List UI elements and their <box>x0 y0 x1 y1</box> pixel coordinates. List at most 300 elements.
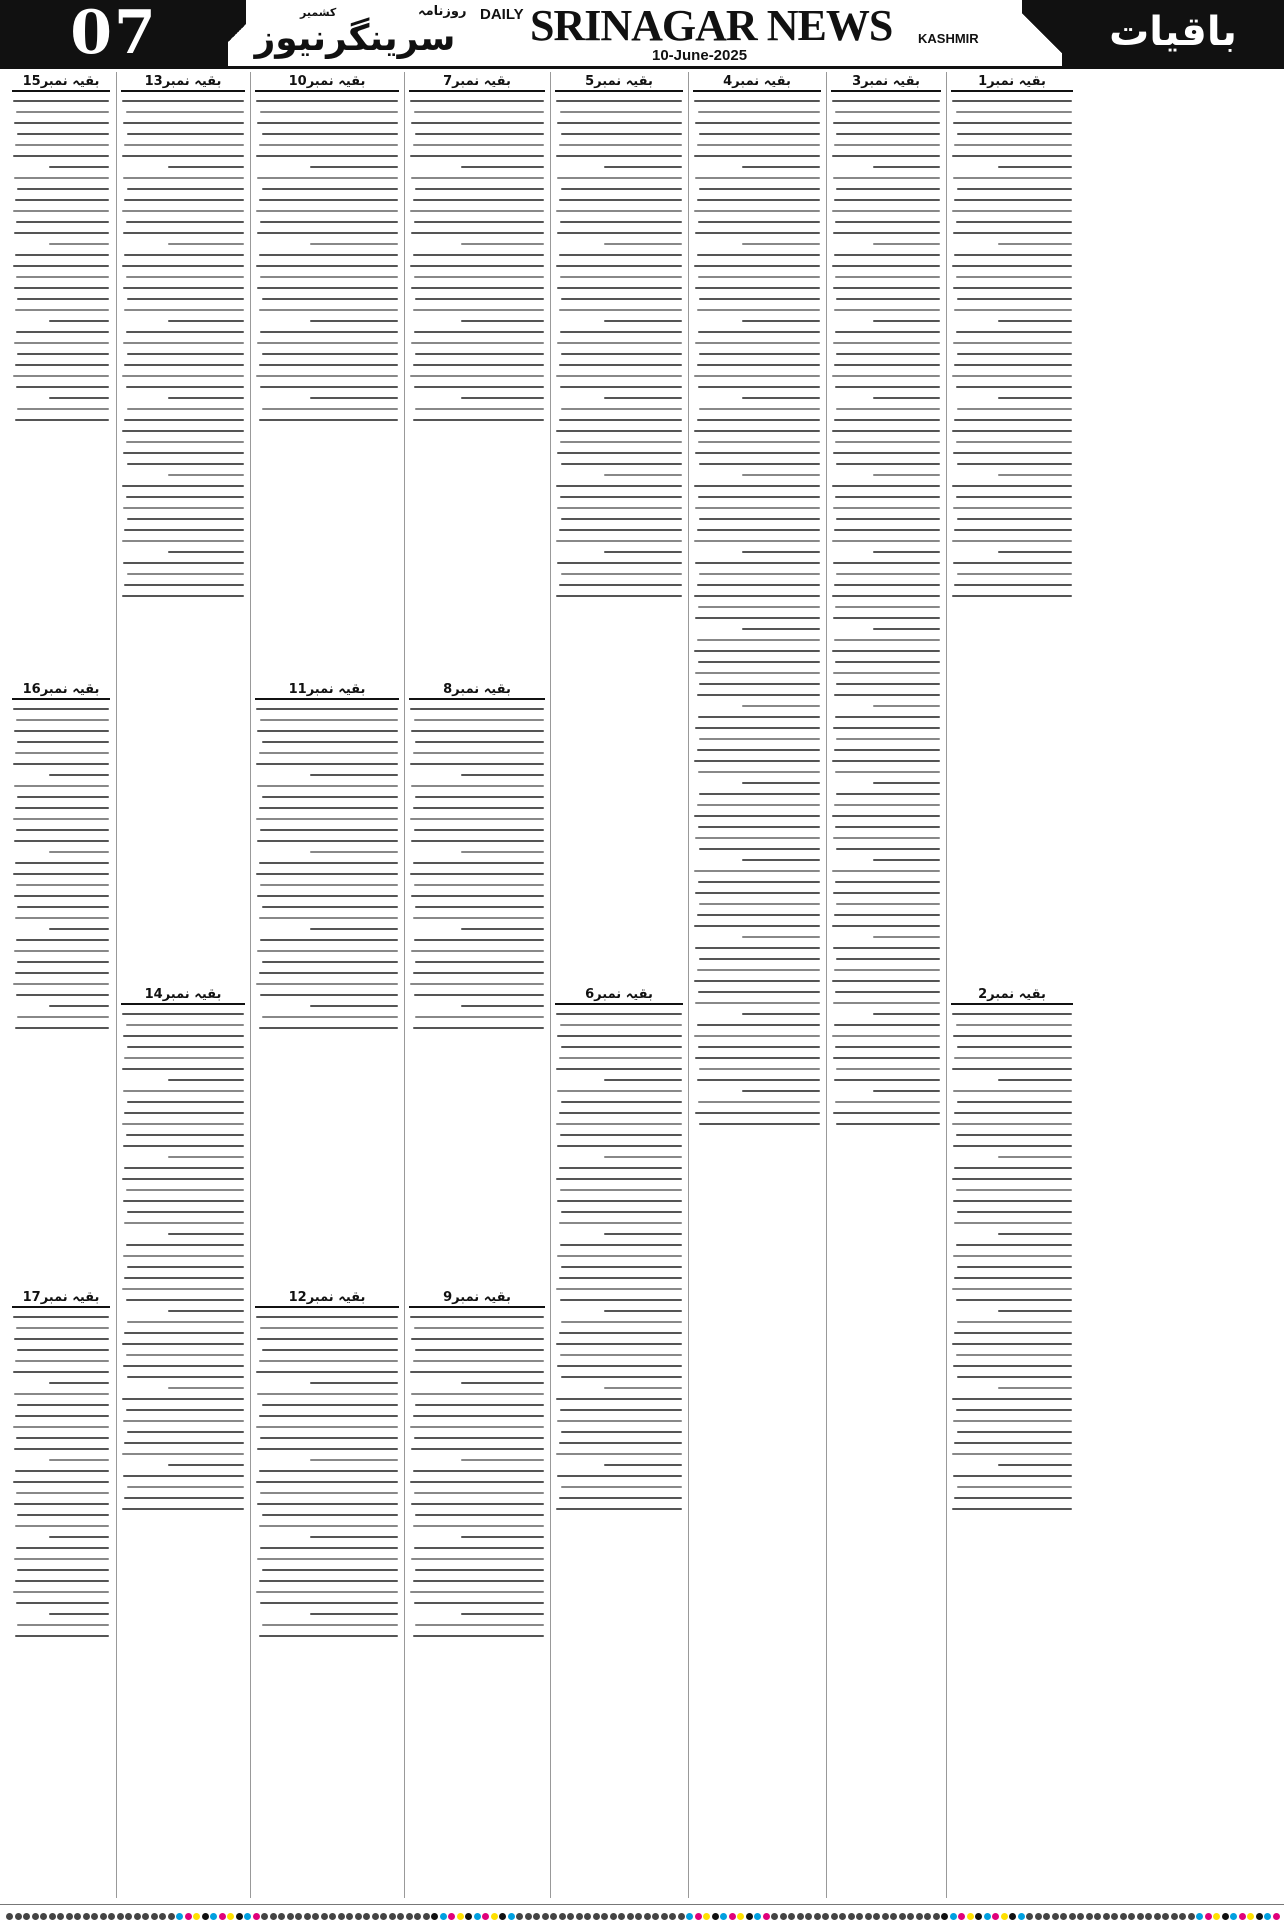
text-line <box>461 851 544 853</box>
text-line <box>873 936 940 938</box>
text-line <box>835 606 940 608</box>
text-line <box>694 815 820 817</box>
text-line <box>414 1327 544 1329</box>
registration-dot <box>1094 1913 1101 1920</box>
text-line <box>556 1013 682 1015</box>
text-line <box>699 353 820 355</box>
text-line <box>410 708 544 710</box>
registration-dot <box>975 1913 982 1920</box>
text-line <box>698 276 820 278</box>
text-line <box>697 694 820 696</box>
text-line <box>414 386 544 388</box>
body-text <box>405 1316 549 1637</box>
text-line <box>16 719 109 721</box>
text-line <box>952 375 1072 377</box>
article-column <box>250 72 403 1898</box>
text-line <box>49 1382 109 1384</box>
text-line <box>697 914 820 916</box>
text-line <box>556 485 682 487</box>
text-line <box>742 397 820 399</box>
registration-dot <box>389 1913 396 1920</box>
text-line <box>124 199 244 201</box>
text-line <box>262 298 398 300</box>
text-line <box>694 650 820 652</box>
registration-dot <box>907 1913 914 1920</box>
text-line <box>695 892 820 894</box>
text-line <box>413 972 544 974</box>
text-line <box>310 397 398 399</box>
text-line <box>123 1145 244 1147</box>
text-line <box>834 584 940 586</box>
text-line <box>873 551 940 553</box>
text-line <box>832 100 940 102</box>
text-line <box>953 1255 1072 1257</box>
text-line <box>259 1470 398 1472</box>
text-line <box>697 804 820 806</box>
text-line <box>957 463 1072 465</box>
text-line <box>127 518 244 520</box>
masthead-ornament-right <box>1022 0 1062 66</box>
text-line <box>415 298 544 300</box>
text-line <box>953 507 1072 509</box>
text-line <box>126 276 244 278</box>
text-line <box>16 884 109 886</box>
text-line <box>49 397 109 399</box>
text-line <box>998 166 1072 168</box>
body-text <box>827 100 945 1125</box>
text-line <box>256 983 398 985</box>
registration-dot <box>355 1913 362 1920</box>
text-line <box>168 166 244 168</box>
registration-dot <box>627 1913 634 1920</box>
section-title: باقیات <box>1062 0 1284 66</box>
text-line <box>998 1156 1072 1158</box>
text-line <box>123 1420 244 1422</box>
registration-dot <box>295 1913 302 1920</box>
registration-dot <box>678 1913 685 1920</box>
text-line <box>256 100 398 102</box>
text-line <box>560 496 682 498</box>
text-line <box>310 1459 398 1461</box>
text-line <box>49 1613 109 1615</box>
text-line <box>954 1057 1072 1059</box>
text-line <box>873 166 940 168</box>
text-line <box>122 375 244 377</box>
text-line <box>256 1426 398 1428</box>
registration-dot <box>652 1913 659 1920</box>
text-line <box>998 397 1072 399</box>
text-line <box>461 397 544 399</box>
text-line <box>604 1079 682 1081</box>
text-line <box>13 763 109 765</box>
text-line <box>556 430 682 432</box>
continuation-block <box>405 680 549 1288</box>
text-line <box>168 474 244 476</box>
continuation-heading: بقیہ نمبر2 <box>951 987 1073 1005</box>
text-line <box>835 331 940 333</box>
text-line <box>49 774 109 776</box>
text-line <box>414 276 544 278</box>
text-line <box>952 1068 1072 1070</box>
text-line <box>954 1167 1072 1169</box>
registration-dot <box>278 1913 285 1920</box>
text-line <box>956 386 1072 388</box>
text-line <box>16 276 109 278</box>
text-line <box>835 441 940 443</box>
text-line <box>410 1481 544 1483</box>
text-line <box>14 840 109 842</box>
text-line <box>697 364 820 366</box>
text-line <box>694 540 820 542</box>
text-line <box>415 741 544 743</box>
registration-dot <box>1273 1913 1280 1920</box>
continuation-block <box>551 985 687 1898</box>
text-line <box>124 1112 244 1114</box>
text-line <box>260 386 398 388</box>
text-line <box>953 1035 1072 1037</box>
text-line <box>259 1415 398 1417</box>
text-line <box>14 232 109 234</box>
text-line <box>414 719 544 721</box>
text-line <box>698 1101 820 1103</box>
text-line <box>559 199 682 201</box>
registration-dot <box>601 1913 608 1920</box>
registration-dot <box>6 1913 13 1920</box>
registration-dot <box>984 1913 991 1920</box>
text-line <box>126 1024 244 1026</box>
text-line <box>17 906 109 908</box>
text-line <box>604 166 682 168</box>
text-line <box>694 155 820 157</box>
registration-dot <box>287 1913 294 1920</box>
text-line <box>15 1470 109 1472</box>
text-line <box>698 661 820 663</box>
text-line <box>556 1178 682 1180</box>
text-line <box>49 1005 109 1007</box>
text-line <box>256 210 398 212</box>
text-line <box>556 375 682 377</box>
text-line <box>123 287 244 289</box>
text-line <box>262 1569 398 1571</box>
text-line <box>832 925 940 927</box>
registration-dot <box>873 1913 880 1920</box>
body-text <box>251 100 403 421</box>
text-line <box>604 1464 682 1466</box>
text-line <box>16 331 109 333</box>
text-line <box>260 331 398 333</box>
text-line <box>561 1486 682 1488</box>
text-line <box>998 1464 1072 1466</box>
registration-dot <box>1264 1913 1271 1920</box>
text-line <box>834 144 940 146</box>
text-line <box>124 254 244 256</box>
text-line <box>957 1486 1072 1488</box>
text-line <box>952 595 1072 597</box>
text-line <box>834 419 940 421</box>
registration-dot <box>831 1913 838 1920</box>
registration-dot <box>746 1913 753 1920</box>
text-line <box>694 210 820 212</box>
text-line <box>557 1035 682 1037</box>
text-line <box>559 1332 682 1334</box>
text-line <box>698 441 820 443</box>
text-line <box>259 254 398 256</box>
registration-dot <box>168 1913 175 1920</box>
text-line <box>310 166 398 168</box>
registration-dot <box>1230 1913 1237 1920</box>
body-text <box>251 1316 403 1637</box>
text-line <box>559 144 682 146</box>
text-line <box>413 364 544 366</box>
registration-dot <box>1171 1913 1178 1920</box>
text-line <box>834 254 940 256</box>
text-line <box>873 474 940 476</box>
registration-dot <box>202 1913 209 1920</box>
text-line <box>413 752 544 754</box>
text-line <box>13 708 109 710</box>
text-line <box>873 397 940 399</box>
text-line <box>557 1255 682 1257</box>
text-line <box>14 287 109 289</box>
text-line <box>15 917 109 919</box>
text-line <box>17 961 109 963</box>
registration-dot <box>1018 1913 1025 1920</box>
text-line <box>415 1569 544 1571</box>
text-line <box>256 708 398 710</box>
text-line <box>952 1453 1072 1455</box>
text-line <box>952 485 1072 487</box>
text-line <box>16 1327 109 1329</box>
text-line <box>49 928 109 930</box>
text-line <box>13 100 109 102</box>
text-line <box>557 287 682 289</box>
text-line <box>122 1398 244 1400</box>
text-line <box>957 1376 1072 1378</box>
text-line <box>833 452 940 454</box>
text-line <box>832 375 940 377</box>
text-line <box>256 1591 398 1593</box>
text-line <box>699 518 820 520</box>
text-line <box>560 331 682 333</box>
registration-dot <box>100 1913 107 1920</box>
registration-dot <box>712 1913 719 1920</box>
text-line <box>461 320 544 322</box>
text-line <box>561 408 682 410</box>
registration-dot <box>525 1913 532 1920</box>
text-line <box>952 1398 1072 1400</box>
registration-dot <box>312 1913 319 1920</box>
text-line <box>557 1200 682 1202</box>
registration-dot <box>270 1913 277 1920</box>
text-line <box>15 254 109 256</box>
text-line <box>957 1321 1072 1323</box>
text-line <box>415 1624 544 1626</box>
text-line <box>13 818 109 820</box>
text-line <box>410 375 544 377</box>
text-line <box>832 650 940 652</box>
text-line <box>124 419 244 421</box>
text-line <box>310 1536 398 1538</box>
text-line <box>956 221 1072 223</box>
text-line <box>560 1354 682 1356</box>
body-text <box>117 100 249 597</box>
text-line <box>832 815 940 817</box>
text-line <box>953 452 1072 454</box>
text-line <box>414 1547 544 1549</box>
text-line <box>411 895 544 897</box>
text-line <box>256 1371 398 1373</box>
text-line <box>998 1310 1072 1312</box>
text-line <box>262 1514 398 1516</box>
text-line <box>698 716 820 718</box>
text-line <box>694 980 820 982</box>
continuation-heading: بقیہ نمبر9 <box>409 1290 545 1308</box>
registration-dot <box>261 1913 268 1920</box>
text-line <box>742 551 820 553</box>
registration-dot <box>635 1913 642 1920</box>
text-line <box>832 540 940 542</box>
text-line <box>559 1277 682 1279</box>
text-line <box>415 1349 544 1351</box>
text-line <box>310 851 398 853</box>
text-line <box>49 851 109 853</box>
article-column <box>688 72 825 1898</box>
text-line <box>694 265 820 267</box>
registration-dot <box>346 1913 353 1920</box>
registration-dot <box>1052 1913 1059 1920</box>
daily-label: DAILY <box>480 6 524 23</box>
text-line <box>836 958 940 960</box>
text-line <box>836 793 940 795</box>
text-line <box>410 983 544 985</box>
text-line <box>123 1200 244 1202</box>
text-line <box>833 232 940 234</box>
registration-dot <box>1188 1913 1195 1920</box>
text-line <box>13 983 109 985</box>
text-line <box>697 144 820 146</box>
text-line <box>257 785 398 787</box>
text-line <box>556 210 682 212</box>
text-line <box>413 1027 544 1029</box>
text-line <box>413 309 544 311</box>
text-line <box>873 859 940 861</box>
registration-dot <box>142 1913 149 1920</box>
text-line <box>256 873 398 875</box>
text-line <box>953 1365 1072 1367</box>
continuation-heading: بقیہ نمبر15 <box>12 74 110 92</box>
text-line <box>13 1316 109 1318</box>
text-line <box>413 199 544 201</box>
text-line <box>124 584 244 586</box>
text-line <box>557 122 682 124</box>
registration-dot <box>1162 1913 1169 1920</box>
text-line <box>742 166 820 168</box>
text-line <box>953 1420 1072 1422</box>
continuation-heading: بقیہ نمبر8 <box>409 682 545 700</box>
body-text <box>8 1316 114 1637</box>
text-line <box>49 243 109 245</box>
text-line <box>835 1046 940 1048</box>
text-line <box>168 397 244 399</box>
registration-dot <box>499 1913 506 1920</box>
text-line <box>256 818 398 820</box>
text-line <box>560 386 682 388</box>
text-line <box>124 1442 244 1444</box>
body-text <box>251 708 403 1029</box>
text-line <box>168 320 244 322</box>
text-line <box>559 529 682 531</box>
text-line <box>410 763 544 765</box>
text-line <box>742 782 820 784</box>
text-line <box>461 774 544 776</box>
text-line <box>410 818 544 820</box>
text-line <box>262 408 398 410</box>
text-line <box>415 133 544 135</box>
text-line <box>122 155 244 157</box>
text-line <box>257 840 398 842</box>
text-line <box>604 1310 682 1312</box>
registration-dot <box>882 1913 889 1920</box>
text-line <box>410 210 544 212</box>
text-line <box>836 1068 940 1070</box>
text-line <box>698 1046 820 1048</box>
text-line <box>694 870 820 872</box>
registration-dot <box>338 1913 345 1920</box>
text-line <box>413 144 544 146</box>
text-line <box>310 928 398 930</box>
text-line <box>414 1437 544 1439</box>
registration-dot <box>1009 1913 1016 1920</box>
text-line <box>835 716 940 718</box>
text-line <box>256 265 398 267</box>
registration-dot <box>1256 1913 1263 1920</box>
text-line <box>122 1178 244 1180</box>
text-line <box>952 1123 1072 1125</box>
text-line <box>836 188 940 190</box>
registration-dot <box>134 1913 141 1920</box>
registration-dot <box>508 1913 515 1920</box>
text-line <box>957 1101 1072 1103</box>
continuation-heading: بقیہ نمبر3 <box>831 74 941 92</box>
text-line <box>122 265 244 267</box>
text-line <box>461 166 544 168</box>
text-line <box>123 562 244 564</box>
registration-dot <box>236 1913 243 1920</box>
text-line <box>954 1497 1072 1499</box>
text-line <box>742 628 820 630</box>
text-line <box>836 738 940 740</box>
text-line <box>461 1382 544 1384</box>
text-line <box>834 199 940 201</box>
text-line <box>126 1134 244 1136</box>
text-line <box>956 441 1072 443</box>
text-line <box>127 188 244 190</box>
continuation-block <box>947 72 1077 985</box>
registration-dot <box>567 1913 574 1920</box>
text-line <box>699 133 820 135</box>
text-line <box>832 980 940 982</box>
registration-dot <box>848 1913 855 1920</box>
text-line <box>559 1112 682 1114</box>
text-line <box>742 705 820 707</box>
text-line <box>952 540 1072 542</box>
text-line <box>697 639 820 641</box>
text-line <box>123 1090 244 1092</box>
text-line <box>413 1580 544 1582</box>
text-line <box>126 386 244 388</box>
text-line <box>956 1189 1072 1191</box>
text-line <box>17 796 109 798</box>
